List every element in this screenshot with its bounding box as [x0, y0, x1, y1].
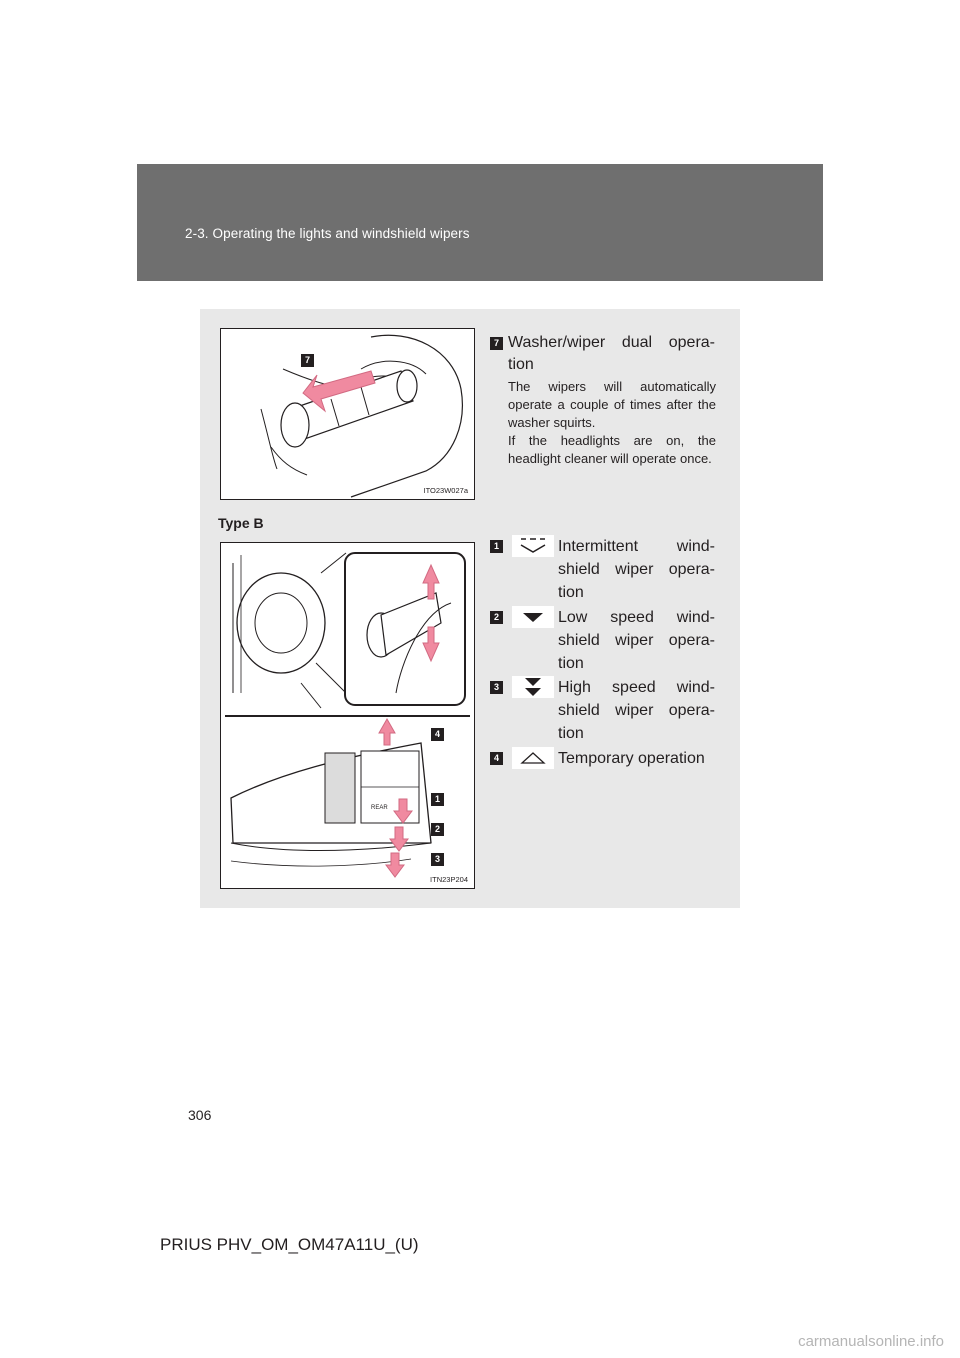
- item-badge: 3: [490, 681, 503, 694]
- item-note: If the headlights are on, the headlight cleaner will operate once.: [508, 433, 716, 466]
- list-item: [490, 606, 730, 676]
- hand-pulling-lever-drawing: [221, 329, 474, 499]
- list-item: [490, 747, 730, 773]
- section-header-band: [137, 164, 823, 281]
- item-badge: 4: [490, 752, 503, 765]
- item-title: Washer/wiper dual opera-tion: [508, 334, 715, 373]
- rear-label: REAR: [371, 805, 388, 811]
- callout-badge: 7: [301, 354, 314, 367]
- illustration-code: ITO23W027a: [423, 486, 468, 495]
- item-note: The wipers will automatically operate a couple of times after the washer squirts.: [508, 379, 716, 430]
- page-number: 306: [188, 1107, 212, 1123]
- list-item: [490, 535, 730, 605]
- callout-badge: 3: [431, 853, 444, 866]
- illustration-code: ITN23P204: [430, 875, 468, 884]
- section-title: 2-3. Operating the lights and windshield wipers: [185, 226, 470, 241]
- callout-badge: 2: [431, 823, 444, 836]
- list-item: [490, 676, 730, 746]
- wiper-lever-illustration: [220, 542, 475, 889]
- callout-badge: 4: [431, 728, 444, 741]
- watermark: carmanualsonline.info: [798, 1333, 944, 1350]
- mode-label: Temporary operation: [558, 750, 705, 767]
- callout-badge: 1: [431, 793, 444, 806]
- mode-label: High speed wind-shield wiper opera-tion: [558, 679, 715, 742]
- mode-label: Intermittent wind-shield wiper opera-tion: [558, 538, 715, 601]
- washer-lever-illustration: [220, 328, 475, 500]
- item-badge: 2: [490, 611, 503, 624]
- mode-label: Low speed wind-shield wiper opera-tion: [558, 609, 715, 672]
- type-label: Type B: [218, 515, 264, 531]
- low-speed-wiper-icon: [512, 606, 554, 628]
- item-badge: 7: [490, 337, 503, 350]
- dashboard-and-lever-drawing: [221, 543, 474, 888]
- temporary-operation-icon: [512, 747, 554, 769]
- item-badge: 1: [490, 540, 503, 553]
- document-code: PRIUS PHV_OM_OM47A11U_(U): [160, 1235, 419, 1254]
- high-speed-wiper-icon: [512, 676, 554, 698]
- intermittent-wiper-icon: [512, 535, 554, 557]
